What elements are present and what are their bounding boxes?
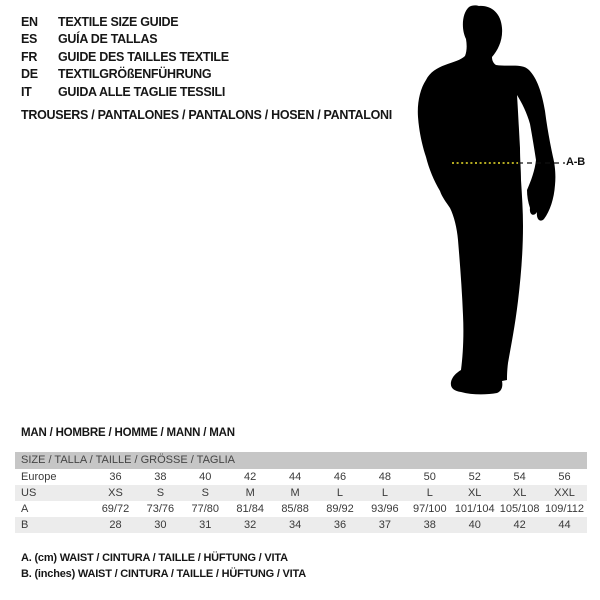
table-cell: 31 <box>199 519 212 531</box>
language-row-de <box>21 66 229 84</box>
table-cell: 73/76 <box>146 503 175 515</box>
man-silhouette <box>405 0 595 400</box>
language-label: GUIDE DES TAILLES TEXTILE <box>58 49 229 64</box>
table-cell: XL <box>512 487 527 499</box>
table-row-us <box>15 485 587 501</box>
table-cell: 85/88 <box>281 503 309 515</box>
table-cell: L <box>381 487 388 499</box>
table-cell: 28 <box>109 519 122 531</box>
table-cell: 38 <box>154 471 167 483</box>
language-code: FR <box>21 49 38 64</box>
table-cell: 105/108 <box>499 503 540 515</box>
table-cell: 77/80 <box>191 503 220 515</box>
table-cell: 46 <box>333 471 347 483</box>
figure <box>405 0 595 400</box>
table-cell: 109/112 <box>545 503 584 515</box>
table-cell: 32 <box>244 519 257 531</box>
table-cell: XS <box>108 487 123 499</box>
table-cell: 30 <box>154 519 167 531</box>
table-cell: XXL <box>554 487 575 499</box>
table-cell: 48 <box>378 471 392 483</box>
language-code: IT <box>21 84 32 99</box>
table-cell: 42 <box>244 471 257 483</box>
language-label: GUÍA DE TALLAS <box>58 32 158 47</box>
table-row-europe <box>15 469 587 485</box>
size-table <box>15 452 587 533</box>
table-cell: 40 <box>199 471 212 483</box>
table-cell: 101/104 <box>454 503 495 515</box>
table-cell: XL <box>467 487 482 499</box>
table-cell: 81/84 <box>236 503 264 515</box>
table-cell: 37 <box>378 519 392 531</box>
footnote-a: A. (cm) WAIST / CINTURA / TAILLE / HÜFTUNG / VITA <box>21 552 288 564</box>
table-cell: 36 <box>333 519 347 531</box>
language-list <box>21 13 229 101</box>
table-cell: S <box>201 487 209 499</box>
row-label: A <box>21 503 29 515</box>
table-cell: M <box>290 487 300 499</box>
footnotes <box>21 552 306 584</box>
table-cell: 44 <box>288 471 302 483</box>
row-label: B <box>21 519 29 531</box>
table-row-b-inches <box>15 517 587 533</box>
language-label: TEXTILGRÖßENFÜHRUNG <box>58 67 212 82</box>
table-cell: S <box>156 487 165 499</box>
table-cell: 42 <box>513 519 526 531</box>
language-row-fr <box>21 48 229 66</box>
table-cell: L <box>336 487 344 499</box>
table-cell: 36 <box>109 471 122 483</box>
table-cell: 97/100 <box>412 503 447 515</box>
table-row-a-cm <box>15 501 587 517</box>
row-label: Europe <box>21 471 57 483</box>
table-cell: 40 <box>468 519 481 531</box>
language-row-es <box>21 31 229 49</box>
language-code: EN <box>21 14 38 29</box>
language-code: ES <box>21 32 38 47</box>
table-cell: 69/72 <box>101 503 130 515</box>
table-cell: 38 <box>423 519 436 531</box>
footnote-b: B. (inches) WAIST / CINTURA / TAILLE / HÜFTUNG / VITA <box>21 568 306 580</box>
table-cell: 50 <box>423 471 436 483</box>
table-cell: M <box>245 487 255 499</box>
waist-measure-label: A-B <box>566 156 585 168</box>
table-cell: 89/92 <box>326 503 354 515</box>
size-table-header: SIZE / TALLA / TAILLE / GRÖSSE / TAGLIA <box>15 452 587 469</box>
language-code: DE <box>21 67 38 82</box>
table-cell: L <box>426 487 433 499</box>
row-label: US <box>21 487 37 499</box>
section-heading: MAN / HOMBRE / HOMME / MANN / MAN <box>21 427 235 439</box>
man-silhouette-shape <box>418 5 556 394</box>
category-heading: TROUSERS / PANTALONES / PANTALONS / HOSEN / PANTALONI <box>21 108 392 122</box>
language-row-en <box>21 13 229 31</box>
table-cell: 56 <box>558 471 571 483</box>
table-cell: 44 <box>558 519 571 531</box>
table-cell: 54 <box>513 471 526 483</box>
language-row-it <box>21 83 229 101</box>
language-label: GUIDA ALLE TAGLIE TESSILI <box>58 84 226 99</box>
table-cell: 52 <box>468 471 481 483</box>
table-cell: 34 <box>288 519 302 531</box>
language-label: TEXTILE SIZE GUIDE <box>58 14 179 29</box>
table-cell: 93/96 <box>371 503 399 515</box>
